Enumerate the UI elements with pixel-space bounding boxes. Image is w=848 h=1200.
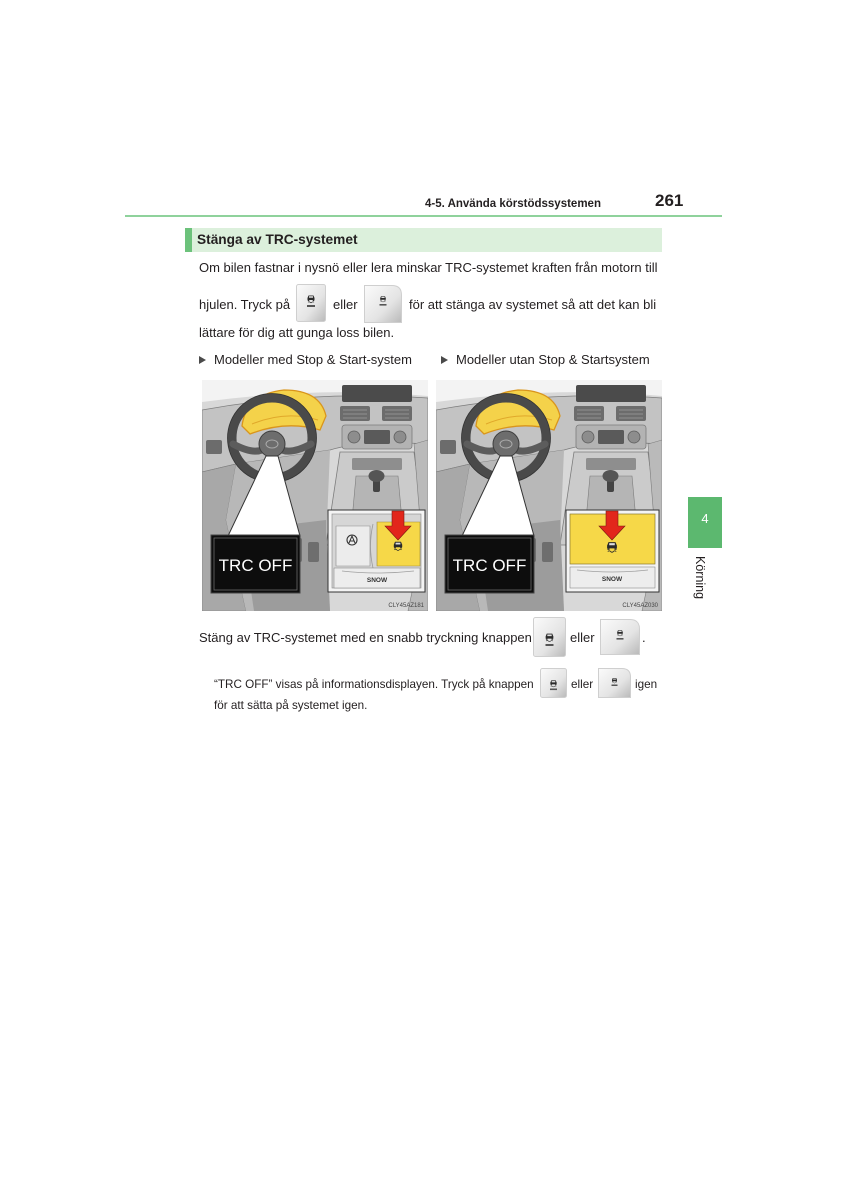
section-title-bar — [185, 228, 662, 252]
instruction-or: eller — [570, 630, 595, 645]
intro-line-3: lättare för dig att gunga loss bilen. — [199, 325, 395, 340]
triangle-bullet-icon — [441, 356, 448, 364]
intro-line-2b: eller — [333, 297, 358, 312]
stop-start-icon — [336, 526, 370, 566]
snow-label: SNOW — [366, 577, 388, 584]
display-text: TRC OFF — [452, 556, 527, 575]
trc-off-button-icon — [533, 617, 566, 657]
trc-off-button-icon — [598, 668, 631, 698]
snow-label: SNOW — [601, 576, 623, 583]
intro-line-1: Om bilen fastnar i nysnö eller lera minskar TRC-systemet kraften från motorn till — [199, 260, 658, 275]
figure-with-stop-start — [202, 380, 428, 611]
section-title: Stänga av TRC-systemet — [197, 232, 358, 247]
trc-off-button-icon — [364, 285, 402, 323]
chapter-title: Körning — [693, 556, 707, 600]
info-display — [211, 535, 300, 593]
header-rule — [125, 215, 722, 217]
instruction-text: Stäng av TRC-systemet med en snabb tryckning knappen — [199, 630, 532, 645]
section-marker — [185, 228, 192, 252]
chapter-number: 4 — [701, 511, 709, 526]
page-number: 261 — [655, 191, 684, 210]
trc-off-button-icon — [540, 668, 567, 698]
note-or: eller — [571, 678, 594, 691]
figure-without-stop-start — [436, 380, 662, 611]
note-again: igen — [635, 678, 658, 691]
intro-line-2a: hjulen. Tryck på — [199, 297, 291, 312]
note-line-2: för att sätta på systemet igen. — [214, 699, 368, 712]
figure-code: CLY45AZ030 — [622, 603, 658, 609]
info-display — [445, 535, 534, 593]
header-section-title: 4-5. Använda körstödssystemen — [425, 198, 601, 210]
figure-code: CLY45AZ181 — [388, 603, 424, 609]
instruction-period: . — [642, 630, 646, 645]
bullet-with-stop-start: Modeller med Stop & Start-system — [214, 352, 412, 367]
triangle-bullet-icon — [199, 356, 206, 364]
note-text: “TRC OFF” visas på informationsdisplayen. Tryck på knappen — [214, 678, 534, 691]
switch-panel-inset — [566, 510, 659, 592]
intro-line-2c: för att stänga av systemet så att det kan bli — [409, 297, 657, 312]
switch-panel-inset — [328, 510, 425, 592]
trc-off-button-icon — [600, 619, 640, 655]
display-text: TRC OFF — [218, 556, 293, 575]
bullet-without-stop-start: Modeller utan Stop & Startsystem — [456, 352, 650, 367]
trc-off-button-icon — [296, 284, 326, 322]
chapter-tab — [688, 497, 722, 548]
